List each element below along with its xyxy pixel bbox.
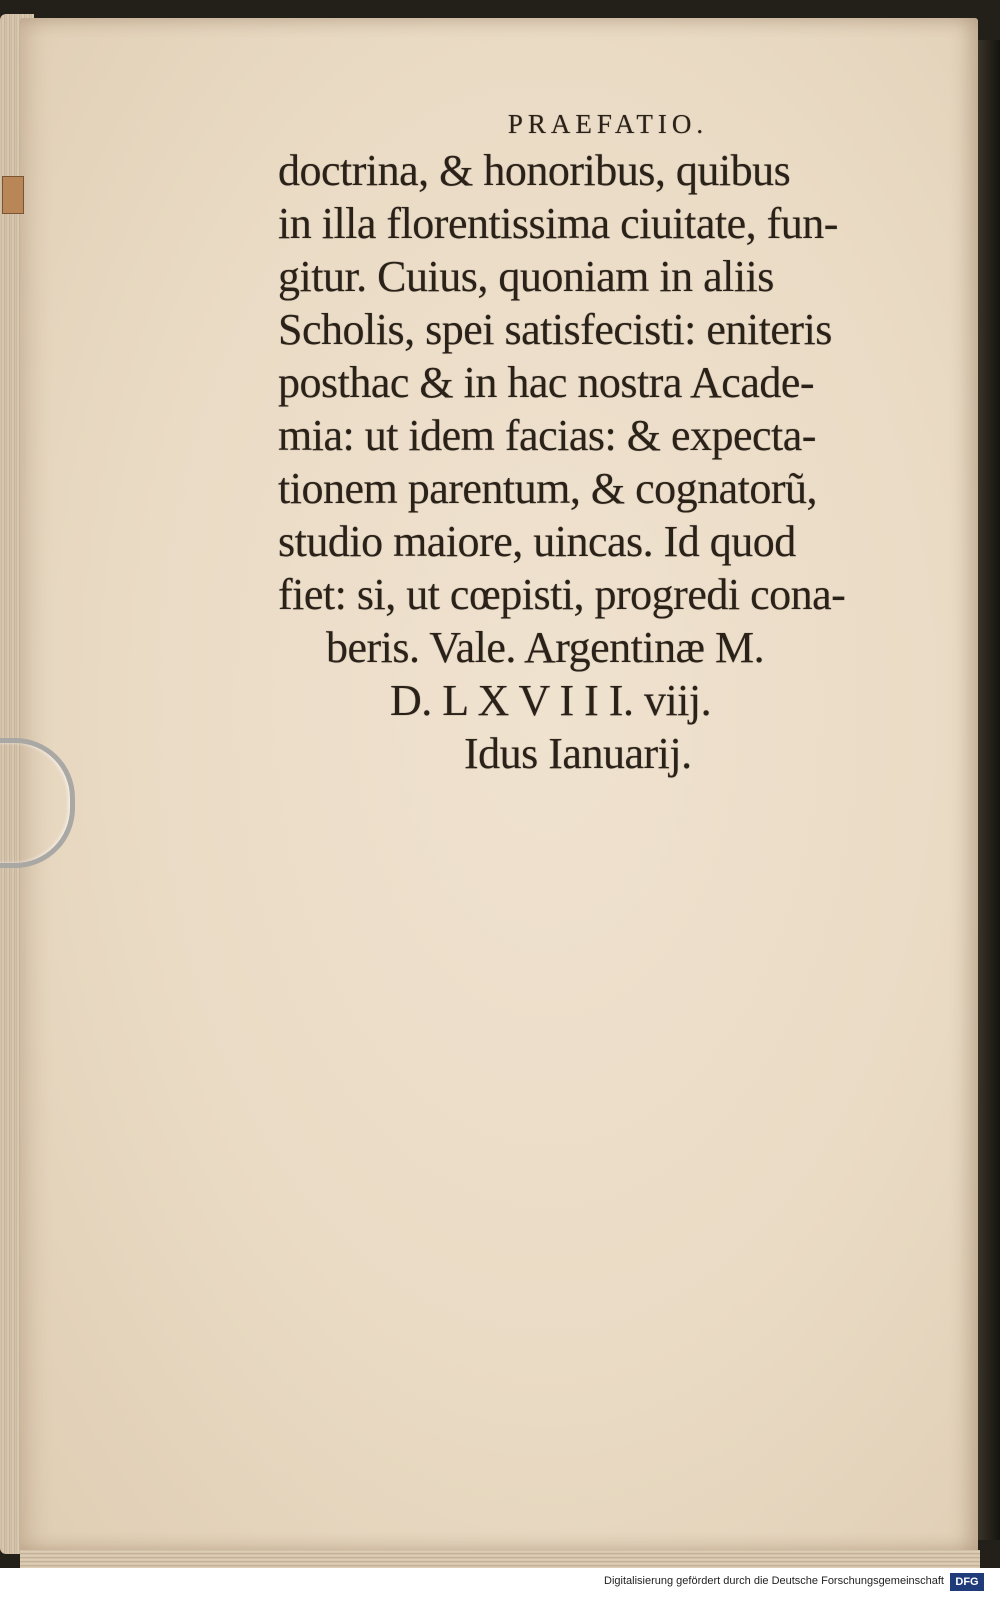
date-line: D. L X V I I I. viij.: [390, 676, 712, 725]
digitization-credit-bar: [0, 1568, 1000, 1598]
credit-text: Digitalisierung gefördert durch die Deutsche Forschungsgemeinschaft: [604, 1575, 944, 1587]
dfg-logo: DFG: [950, 1573, 984, 1591]
text-line: Scholis, spei satisfecisti: eniteris: [278, 305, 832, 354]
text-line: gitur. Cuius, quoniam in aliis: [278, 252, 774, 301]
binding-shadow: [978, 40, 1000, 1540]
text-line: posthac & in hac nostra Acade-: [278, 358, 815, 407]
text-line: mia: ut idem facias: & expecta-: [278, 411, 816, 460]
text-line: doctrina, & honoribus, quibus: [278, 146, 791, 195]
page-bottom-edges: [20, 1550, 980, 1568]
text-line: beris. Vale. Argentinæ M.: [326, 623, 765, 672]
text-line: in illa florentissima ciuitate, fun-: [278, 199, 838, 248]
text-line: tionem parentum, & cognatorũ,: [278, 464, 818, 513]
text-line: fiet: si, ut cœpisti, progredi cona-: [278, 570, 846, 619]
date-line: Idus Ianuarij.: [464, 729, 692, 778]
text-line: studio maiore, uincas. Id quod: [278, 517, 796, 566]
bookmark-tab: [2, 176, 24, 214]
running-header: PRAEFATIO.: [507, 109, 709, 139]
page-text: [278, 104, 918, 780]
